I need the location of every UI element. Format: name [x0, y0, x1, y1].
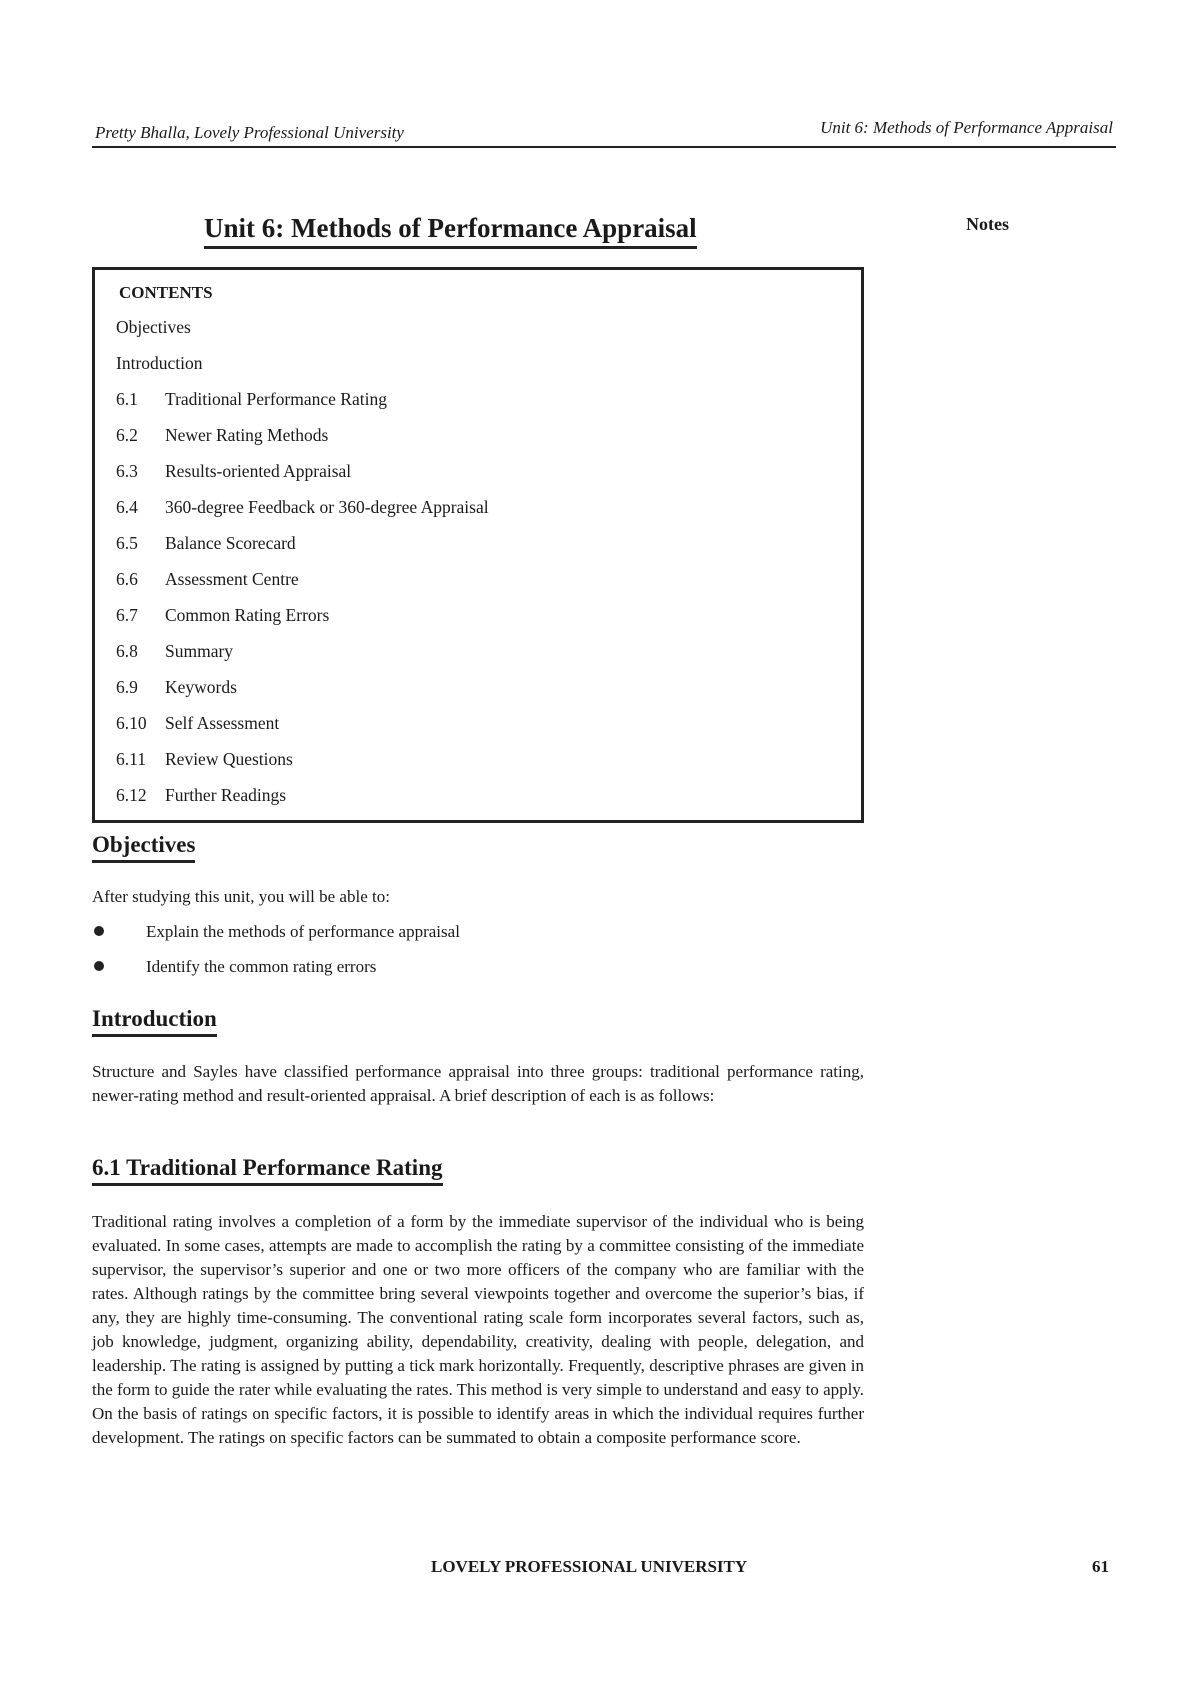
page-title: Unit 6: Methods of Performance Appraisal — [204, 210, 697, 249]
contents-item — [116, 713, 489, 749]
contents-item — [116, 461, 489, 497]
contents-item-label: Objectives — [116, 317, 191, 337]
contents-item — [116, 317, 489, 353]
contents-item-label: 360-degree Feedback or 360-degree Appraisal — [165, 497, 489, 517]
contents-item-label: Introduction — [116, 353, 203, 373]
objective-item — [92, 957, 460, 992]
objectives-intro: After studying this unit, you will be able to: — [92, 887, 390, 906]
contents-box — [92, 267, 864, 823]
contents-item-number: 6.10 — [116, 713, 147, 733]
contents-item — [116, 641, 489, 677]
objective-text: Identify the common rating errors — [146, 957, 377, 976]
objectives-heading: Objectives — [92, 830, 195, 863]
contents-item-label: Newer Rating Methods — [165, 425, 329, 445]
contents-item-label: Review Questions — [165, 749, 293, 769]
contents-item-label: Further Readings — [165, 785, 287, 805]
contents-item-number: 6.2 — [116, 425, 138, 445]
page-number: 61 — [1092, 1557, 1109, 1576]
objectives-list — [92, 922, 460, 992]
introduction-text: Structure and Sayles have classified performance appraisal into three groups: traditional performance rating, newer-rating method and result-oriented appraisal. A brief description of each is as follows: — [92, 1062, 864, 1105]
contents-item — [116, 749, 489, 785]
contents-item-number: 6.9 — [116, 677, 138, 697]
header-author: Pretty Bhalla, Lovely Professional University — [95, 123, 404, 142]
contents-item-number: 6.6 — [116, 569, 138, 589]
contents-item — [116, 389, 489, 425]
contents-item-number: 6.12 — [116, 785, 147, 805]
contents-item — [116, 785, 489, 821]
contents-item-number: 6.7 — [116, 605, 138, 625]
contents-list — [116, 317, 489, 821]
objective-item — [92, 922, 460, 957]
contents-item — [116, 569, 489, 605]
section-6-1-heading: 6.1 Traditional Performance Rating — [92, 1153, 443, 1186]
footer-university: LOVELY PROFESSIONAL UNIVERSITY — [431, 1557, 748, 1576]
contents-item — [116, 677, 489, 713]
contents-item-label: Balance Scorecard — [165, 533, 296, 553]
introduction-heading: Introduction — [92, 1004, 217, 1037]
contents-item-number: 6.1 — [116, 389, 138, 409]
running-header — [92, 116, 1116, 148]
contents-item — [116, 353, 489, 389]
contents-item-number: 6.8 — [116, 641, 138, 661]
contents-item-label: Assessment Centre — [165, 569, 299, 589]
contents-item-number: 6.4 — [116, 497, 138, 517]
contents-item — [116, 533, 489, 569]
objective-text: Explain the methods of performance appraisal — [146, 922, 460, 941]
contents-item-label: Traditional Performance Rating — [165, 389, 387, 409]
bullet-icon — [94, 961, 104, 971]
contents-item-number: 6.5 — [116, 533, 138, 553]
notes-label: Notes — [966, 214, 1009, 234]
contents-item-number: 6.11 — [116, 749, 146, 769]
contents-item-label: Common Rating Errors — [165, 605, 330, 625]
header-unit-title: Unit 6: Methods of Performance Appraisal — [820, 118, 1113, 137]
contents-item-number: 6.3 — [116, 461, 138, 481]
contents-item-label: Results-oriented Appraisal — [165, 461, 352, 481]
contents-title: CONTENTS — [119, 283, 213, 302]
bullet-icon — [94, 926, 104, 936]
contents-item — [116, 425, 489, 461]
contents-item — [116, 605, 489, 641]
contents-item-label: Summary — [165, 641, 234, 661]
contents-item-label: Keywords — [165, 677, 237, 697]
contents-item-label: Self Assessment — [165, 713, 280, 733]
section-6-1-text: Traditional rating involves a completion of a form by the immediate supervisor of the individual who is being evaluated. In some cases, attempts are made to accomplish the rating by a committee consisting of the immediate supervisor, the supervisor’s superior and one or two more officers of the company who are familiar with the rates. Although ratings by the committee bring several viewpoints together and overcome the superior’s bias, if any, they are highly time-consuming. The conventional rating scale form incorporates several factors, such as, job knowledge, judgment, organizing ability, dependability, creativity, dealing with people, delegation, and leadership. The rating is assigned by putting a tick mark horizontally. Frequently, descriptive phrases are given in the form to guide the rater while evaluating the rates. This method is very simple to understand and easy to apply. On the basis of ratings on specific factors, it is possible to identify areas in which the individual requires further development. The ratings on specific factors can be summated to obtain a composite performance score. — [92, 1212, 864, 1447]
contents-item — [116, 497, 489, 533]
